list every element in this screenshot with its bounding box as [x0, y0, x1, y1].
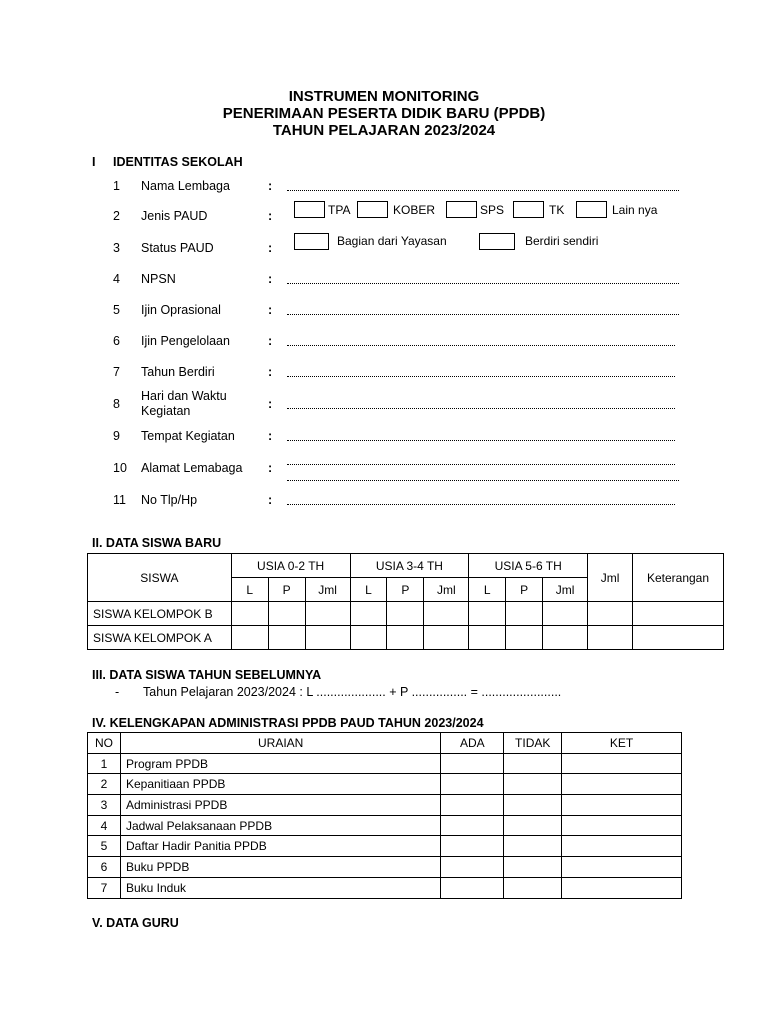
item-number: 4 [113, 272, 120, 286]
sub-header: P [387, 578, 424, 602]
tidak-cell[interactable] [504, 877, 562, 898]
ket-cell[interactable] [562, 836, 682, 857]
header-uraian: URAIAN [120, 733, 440, 754]
colon: : [268, 179, 273, 193]
colon: : [268, 493, 273, 507]
sub-header: L [350, 578, 387, 602]
colon: : [268, 303, 273, 317]
input-cell[interactable] [350, 626, 387, 650]
row-uraian: Daftar Hadir Panitia PPDB [120, 836, 440, 857]
prev-year-line: Tahun Pelajaran 2023/2024 : L .................... + P ................ = ....................... [143, 685, 562, 699]
table-row [88, 836, 682, 857]
input-cell[interactable] [387, 602, 424, 626]
colon: : [268, 241, 273, 255]
row-uraian: Buku Induk [120, 877, 440, 898]
fill-line[interactable] [287, 306, 679, 315]
sub-header: L [469, 578, 506, 602]
row-no: 2 [88, 774, 121, 795]
fill-line[interactable] [287, 496, 675, 505]
fill-line[interactable] [287, 456, 675, 465]
section2-title: II. DATA SISWA BARU [92, 536, 222, 550]
item-number: 2 [113, 209, 120, 223]
col-group-header: USIA 5-6 TH [469, 554, 588, 578]
sub-header: Jml [543, 578, 588, 602]
row-uraian: Jadwal Pelaksanaan PPDB [120, 815, 440, 836]
option-bagian-yayasan-label: Bagian dari Yayasan [337, 234, 447, 248]
doc-title-line1: INSTRUMEN MONITORING [288, 88, 480, 105]
ada-cell[interactable] [441, 753, 504, 774]
input-cell[interactable] [633, 626, 724, 650]
col-jml-header: Jml [588, 554, 633, 602]
option-kober-label: KOBER [393, 203, 436, 217]
ket-cell[interactable] [562, 877, 682, 898]
table-row [88, 857, 682, 878]
table-row [88, 626, 724, 650]
colon: : [268, 397, 273, 411]
ada-cell[interactable] [441, 877, 504, 898]
input-cell[interactable] [506, 602, 543, 626]
row-no: 1 [88, 753, 121, 774]
header-ada: ADA [441, 733, 504, 754]
doc-title-line2: PENERIMAAN PESERTA DIDIK BARU (PPDB) [222, 105, 546, 122]
sub-header: P [506, 578, 543, 602]
item-number: 7 [113, 365, 120, 379]
checkbox-tk[interactable] [513, 201, 544, 218]
item-number: 3 [113, 241, 120, 255]
row-uraian: Program PPDB [120, 753, 440, 774]
fill-line[interactable] [287, 337, 675, 346]
checkbox-kober[interactable] [357, 201, 388, 218]
fill-line[interactable] [287, 400, 675, 409]
tidak-cell[interactable] [504, 836, 562, 857]
item-label-status-paud: Status PAUD [141, 241, 214, 255]
item-label-hari-waktu: Hari dan Waktu Kegiatan [141, 389, 227, 418]
fill-line[interactable] [287, 472, 679, 481]
input-cell[interactable] [633, 602, 724, 626]
input-cell[interactable] [543, 626, 588, 650]
ada-cell[interactable] [441, 836, 504, 857]
tidak-cell[interactable] [504, 753, 562, 774]
input-cell[interactable] [268, 626, 305, 650]
administrasi-table [87, 732, 682, 899]
input-cell[interactable] [350, 602, 387, 626]
input-cell[interactable] [424, 602, 469, 626]
fill-line[interactable] [287, 275, 679, 284]
input-cell[interactable] [506, 626, 543, 650]
input-cell[interactable] [268, 602, 305, 626]
colon: : [268, 334, 273, 348]
table-row [88, 877, 682, 898]
colon: : [268, 461, 273, 475]
tidak-cell[interactable] [504, 815, 562, 836]
table-row [88, 795, 682, 816]
item-label-no-tlp: No Tlp/Hp [141, 493, 198, 507]
input-cell[interactable] [305, 626, 350, 650]
section1-number: I [92, 155, 96, 169]
input-cell[interactable] [588, 626, 633, 650]
checkbox-bagian-yayasan[interactable] [294, 233, 329, 250]
fill-line[interactable] [287, 368, 675, 377]
sub-header: L [231, 578, 268, 602]
sub-header: Jml [305, 578, 350, 602]
ada-cell[interactable] [441, 795, 504, 816]
row-no: 3 [88, 795, 121, 816]
ket-cell[interactable] [562, 815, 682, 836]
checkbox-berdiri-sendiri[interactable] [479, 233, 515, 250]
option-lainnya-label: Lain nya [612, 203, 658, 217]
ada-cell[interactable] [441, 857, 504, 878]
item-label-jenis-paud: Jenis PAUD [141, 209, 208, 223]
colon: : [268, 365, 273, 379]
item-number: 6 [113, 334, 120, 348]
item-number: 5 [113, 303, 120, 317]
sub-header: Jml [424, 578, 469, 602]
item-number: 11 [113, 493, 126, 507]
input-cell[interactable] [469, 602, 506, 626]
header-tidak: TIDAK [504, 733, 562, 754]
ada-cell[interactable] [441, 815, 504, 836]
section1-title: IDENTITAS SEKOLAH [113, 155, 243, 169]
input-cell[interactable] [305, 602, 350, 626]
table-row [88, 602, 724, 626]
input-cell[interactable] [469, 626, 506, 650]
option-berdiri-sendiri-label: Berdiri sendiri [525, 234, 599, 248]
item-number: 1 [113, 179, 120, 193]
item-number: 10 [113, 461, 127, 475]
table-row [88, 815, 682, 836]
ket-cell[interactable] [562, 795, 682, 816]
row-no: 5 [88, 836, 121, 857]
colon: : [268, 272, 273, 286]
section5-title: V. DATA GURU [92, 916, 179, 930]
tidak-cell[interactable] [504, 774, 562, 795]
siswa-baru-table [87, 553, 724, 650]
row-uraian: Kepanitiaan PPDB [120, 774, 440, 795]
row-label: SISWA KELOMPOK A [88, 626, 232, 650]
checkbox-tpa[interactable] [294, 201, 325, 218]
ada-cell[interactable] [441, 774, 504, 795]
item-label-alamat: Alamat Lemabaga [141, 461, 243, 475]
input-cell[interactable] [231, 602, 268, 626]
ket-cell[interactable] [562, 774, 682, 795]
input-cell[interactable] [424, 626, 469, 650]
ket-cell[interactable] [562, 753, 682, 774]
input-cell[interactable] [588, 602, 633, 626]
input-cell[interactable] [543, 602, 588, 626]
option-sps-label: SPS [480, 203, 505, 217]
item-label-npsn: NPSN [141, 272, 176, 286]
bullet: - [115, 685, 120, 699]
item-label-ijin-oprasional: Ijin Oprasional [141, 303, 221, 317]
colon: : [268, 209, 273, 223]
row-uraian: Administrasi PPDB [120, 795, 440, 816]
doc-title-line3: TAHUN PELAJARAN 2023/2024 [272, 122, 496, 139]
section4-title: IV. KELENGKAPAN ADMINISTRASI PPDB PAUD TAHUN 2023/2024 [92, 716, 484, 730]
item-label-tempat-kegiatan: Tempat Kegiatan [141, 429, 235, 443]
row-no: 6 [88, 857, 121, 878]
item-number: 8 [113, 397, 120, 411]
item-label-ijin-pengelolaan: Ijin Pengelolaan [141, 334, 230, 348]
checkbox-lainnya[interactable] [576, 201, 607, 218]
item-number: 9 [113, 429, 120, 443]
row-no: 4 [88, 815, 121, 836]
sub-header: P [268, 578, 305, 602]
option-tpa-label: TPA [328, 203, 351, 217]
row-label: SISWA KELOMPOK B [88, 602, 232, 626]
fill-line[interactable] [287, 182, 679, 191]
fill-line[interactable] [287, 432, 675, 441]
colon: : [268, 429, 273, 443]
section3-title: III. DATA SISWA TAHUN SEBELUMNYA [92, 668, 322, 682]
col-group-header: USIA 3-4 TH [350, 554, 469, 578]
item-label-nama-lembaga: Nama Lembaga [141, 179, 230, 193]
table-row [88, 774, 682, 795]
option-tk-label: TK [549, 203, 565, 217]
tidak-cell[interactable] [504, 795, 562, 816]
row-no: 7 [88, 877, 121, 898]
item-label-tahun-berdiri: Tahun Berdiri [141, 365, 215, 379]
table-row [88, 753, 682, 774]
header-ket: KET [562, 733, 682, 754]
header-no: NO [88, 733, 121, 754]
col-keterangan-header: Keterangan [633, 554, 724, 602]
col-siswa-header: SISWA [88, 554, 232, 602]
input-cell[interactable] [387, 626, 424, 650]
tidak-cell[interactable] [504, 857, 562, 878]
ket-cell[interactable] [562, 857, 682, 878]
col-group-header: USIA 0-2 TH [231, 554, 350, 578]
checkbox-sps[interactable] [446, 201, 477, 218]
row-uraian: Buku PPDB [120, 857, 440, 878]
input-cell[interactable] [231, 626, 268, 650]
